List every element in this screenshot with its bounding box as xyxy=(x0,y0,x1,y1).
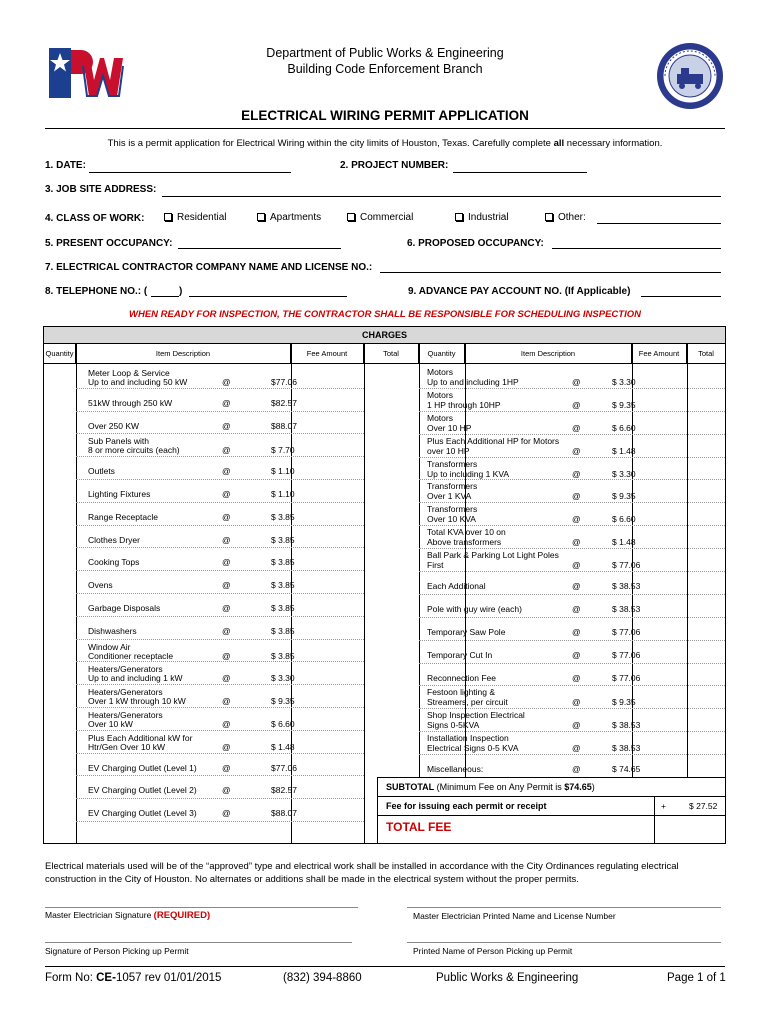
row-separator xyxy=(76,411,364,412)
charges-heading: CHARGES xyxy=(44,327,725,344)
item-description: Miscellaneous: xyxy=(427,764,484,775)
fee-amount: $ 7.70 xyxy=(271,445,295,456)
item-description: Conditioner receptacle xyxy=(88,650,174,661)
pickup-signature-field[interactable] xyxy=(45,942,352,943)
pickup-signature-label: Signature of Person Picking up Permit xyxy=(45,946,189,956)
fee-amount: $ 9.35 xyxy=(612,399,636,410)
row-separator xyxy=(419,388,725,389)
fee-amount: $77.06 xyxy=(271,377,297,387)
at-sign: @ xyxy=(572,743,581,754)
item-description-line1: Installation Inspection xyxy=(427,733,509,744)
row-separator xyxy=(76,775,364,776)
at-sign: @ xyxy=(222,397,231,408)
fee-amount: $88.07 xyxy=(271,808,297,819)
present-occupancy-field[interactable] xyxy=(178,248,341,249)
at-sign: @ xyxy=(222,741,231,752)
master-name-label: Master Electrician Printed Name and License Number xyxy=(413,911,616,921)
fee-amount: $ 9.35 xyxy=(612,491,636,502)
row-separator xyxy=(76,661,364,662)
row-separator xyxy=(76,547,364,548)
item-description: Cooking Tops xyxy=(88,557,140,568)
quantity-cell[interactable] xyxy=(377,550,421,569)
quantity-cell[interactable] xyxy=(377,573,421,592)
row-separator xyxy=(76,730,364,731)
quantity-cell[interactable] xyxy=(44,527,76,546)
item-description: 1 HP through 10HP xyxy=(427,399,501,410)
master-name-field[interactable] xyxy=(407,907,721,908)
row-separator xyxy=(76,570,364,571)
quantity-cell[interactable] xyxy=(44,413,76,432)
column-divider xyxy=(364,344,365,843)
at-sign: @ xyxy=(222,673,231,684)
quantity-cell[interactable] xyxy=(44,390,76,409)
at-sign: @ xyxy=(222,696,231,707)
fee-amount: $ 77.06 xyxy=(612,672,641,683)
col-quantity-right: Quantity xyxy=(419,344,465,364)
row-separator xyxy=(419,525,725,526)
item-description: Pole with guy wire (each) xyxy=(427,603,522,614)
at-sign: @ xyxy=(222,808,231,819)
item-description: Over 10 KVA xyxy=(427,514,476,525)
master-signature-label: Master Electrician Signature (REQUIRED) xyxy=(45,910,211,921)
row-separator xyxy=(76,593,364,594)
quantity-cell[interactable] xyxy=(44,481,76,500)
item-description: Up to and including 1HP xyxy=(427,377,519,387)
fee-amount: $ 3.85 xyxy=(271,557,295,568)
fee-amount: $82.57 xyxy=(271,785,297,796)
col-fee-right: Fee Amount xyxy=(632,344,687,364)
pickup-name-field[interactable] xyxy=(407,942,721,943)
item-description: Reconnection Fee xyxy=(427,672,496,683)
item-description: Over 1 kW through 10 kW xyxy=(88,696,186,707)
row-separator xyxy=(419,571,725,572)
row-separator xyxy=(419,663,725,664)
item-description-line1: Heaters/Generators xyxy=(88,687,163,698)
fee-amount: $ 38.53 xyxy=(612,720,641,731)
materials-statement: Electrical materials used will be of the “approved” type and electrical work shall be installed in accordance with the City Ordinances regulating electrical construction in the City of Houston. No alternates or additions shall be made in the electrical system without the proper permits. xyxy=(45,861,679,885)
quantity-cell[interactable] xyxy=(377,367,421,386)
advance-pay-label: 9. ADVANCE PAY ACCOUNT NO. (If Applicable) xyxy=(408,286,631,297)
fee-amount: $ 77.06 xyxy=(612,560,641,571)
at-sign: @ xyxy=(222,785,231,796)
quantity-cell[interactable] xyxy=(377,459,421,478)
job-site-label: 3. JOB SITE ADDRESS: xyxy=(45,184,157,195)
area-code-field[interactable] xyxy=(151,296,179,297)
fee-issue-plus: + xyxy=(661,801,666,811)
quantity-cell[interactable] xyxy=(44,549,76,568)
row-separator xyxy=(76,525,364,526)
fee-amount: $ 3.30 xyxy=(612,377,636,387)
col-quantity-left: Quantity xyxy=(44,344,76,364)
quantity-cell[interactable] xyxy=(44,572,76,591)
class-of-work-label: 4. CLASS OF WORK: xyxy=(45,213,145,224)
footer-rule xyxy=(45,966,725,967)
quantity-cell[interactable] xyxy=(377,733,421,752)
item-description: over 10 HP xyxy=(427,445,470,456)
apartments-checkbox[interactable]: Apartments xyxy=(257,212,321,223)
at-sign: @ xyxy=(572,422,581,433)
fee-amount: $ 3.85 xyxy=(271,625,295,636)
industrial-checkbox[interactable]: Industrial xyxy=(455,212,509,223)
item-description-line1: Transformers xyxy=(427,481,478,492)
at-sign: @ xyxy=(572,491,581,502)
item-description: Signs 0-5KVA xyxy=(427,720,480,731)
at-sign: @ xyxy=(222,377,231,387)
at-sign: @ xyxy=(222,489,231,499)
at-sign: @ xyxy=(572,399,581,410)
quantity-cell[interactable] xyxy=(44,663,76,682)
row-separator xyxy=(419,708,725,709)
quantity-cell[interactable] xyxy=(377,527,421,546)
item-description: Temporary Saw Pole xyxy=(427,626,506,637)
other-field[interactable] xyxy=(597,223,721,224)
quantity-cell[interactable] xyxy=(377,481,421,500)
row-separator xyxy=(419,434,725,435)
at-sign: @ xyxy=(222,466,231,477)
department-name: Department of Public Works & Engineering xyxy=(266,46,504,60)
telephone-label: 8. TELEPHONE NO.: ( xyxy=(45,286,148,297)
pw-logo xyxy=(47,44,127,100)
row-separator xyxy=(76,821,364,822)
item-description-line1: Heaters/Generators xyxy=(88,664,163,675)
row-separator xyxy=(419,502,725,503)
contractor-label: 7. ELECTRICAL CONTRACTOR COMPANY NAME AND LICENSE NO.: xyxy=(45,262,373,273)
fee-amount: $ 3.85 xyxy=(271,650,295,661)
fee-amount: $ 9.35 xyxy=(612,697,636,708)
item-description: First xyxy=(427,560,444,571)
quantity-cell[interactable] xyxy=(44,595,76,614)
quantity-cell[interactable] xyxy=(44,458,76,477)
inspection-warning: WHEN READY FOR INSPECTION, THE CONTRACTOR SHALL BE RESPONSIBLE FOR SCHEDULING INSPECTION xyxy=(129,309,641,320)
total-box-divider xyxy=(654,796,655,843)
item-description: EV Charging Outlet (Level 3) xyxy=(88,808,197,819)
at-sign: @ xyxy=(572,537,581,548)
item-description: Over 1 KVA xyxy=(427,491,472,502)
row-separator xyxy=(419,640,725,641)
fee-amount: $ 3.85 xyxy=(271,534,295,545)
fee-amount: $ 38.53 xyxy=(612,581,641,591)
contractor-field[interactable] xyxy=(380,272,721,273)
fee-amount: $ 38.53 xyxy=(612,743,641,754)
advance-pay-field[interactable] xyxy=(641,296,721,297)
fee-amount: $ 1.48 xyxy=(612,537,636,548)
quantity-cell[interactable] xyxy=(377,504,421,523)
fee-amount: $ 1.48 xyxy=(271,741,295,752)
at-sign: @ xyxy=(222,625,231,636)
row-separator xyxy=(419,754,725,755)
fee-amount: $ 6.60 xyxy=(271,719,295,729)
quantity-cell[interactable] xyxy=(44,504,76,523)
col-description-left: Item Description xyxy=(76,344,291,364)
item-description: Outlets xyxy=(88,466,115,477)
at-sign: @ xyxy=(572,514,581,525)
quantity-cell[interactable] xyxy=(377,619,421,638)
col-description-right: Item Description xyxy=(465,344,632,364)
fee-amount: $ 77.06 xyxy=(612,626,641,637)
item-description-line1: Transformers xyxy=(427,504,478,515)
item-description-line1: Motors xyxy=(427,412,453,423)
row-separator xyxy=(419,479,725,480)
item-description: Each Additional xyxy=(427,581,486,591)
item-description-line1: Meter Loop & Service xyxy=(88,368,170,378)
fee-amount: $ 77.06 xyxy=(612,649,641,660)
row-separator xyxy=(76,388,364,389)
fee-amount: $ 74.65 xyxy=(612,764,641,775)
project-number-label: 2. PROJECT NUMBER: xyxy=(340,160,449,171)
row-separator xyxy=(76,639,364,640)
fee-amount: $ 3.85 xyxy=(271,580,295,591)
at-sign: @ xyxy=(222,420,231,431)
footer-department: Public Works & Engineering xyxy=(436,972,579,984)
at-sign: @ xyxy=(222,719,231,729)
at-sign: @ xyxy=(572,377,581,387)
fee-amount: $ 3.85 xyxy=(271,511,295,522)
job-site-field[interactable] xyxy=(162,196,721,197)
subtotal-row: SUBTOTAL (Minimum Fee on Any Permit is $74.65) xyxy=(377,777,725,796)
item-description: 51kW through 250 kW xyxy=(88,397,173,408)
pickup-name-label: Printed Name of Person Picking up Permit xyxy=(413,946,573,956)
present-occupancy-label: 5. PRESENT OCCUPANCY: xyxy=(45,238,173,249)
item-description: Up to and including 50 kW xyxy=(88,377,188,387)
quantity-cell[interactable] xyxy=(44,641,76,660)
quantity-cell[interactable] xyxy=(44,686,76,705)
intro-text: This is a permit application for Electrical Wiring within the city limits of Houston, Texas. Carefully complete all necessary information. xyxy=(107,138,663,149)
item-description: Lighting Fixtures xyxy=(88,489,151,499)
item-description-line1: Motors xyxy=(427,389,453,400)
total-fee-row: TOTAL FEE xyxy=(377,815,725,843)
fee-amount: $ 1.10 xyxy=(271,466,295,477)
at-sign: @ xyxy=(572,672,581,683)
item-description-line1: Ball Park & Parking Lot Light Poles xyxy=(427,550,559,561)
date-field[interactable] xyxy=(89,172,291,173)
quantity-cell[interactable] xyxy=(44,732,76,751)
col-fee-left: Fee Amount xyxy=(291,344,364,364)
at-sign: @ xyxy=(572,720,581,731)
proposed-occupancy-field[interactable] xyxy=(552,248,721,249)
at-sign: @ xyxy=(572,649,581,660)
item-description: Htr/Gen Over 10 kW xyxy=(88,741,165,752)
item-description-line1: Window Air xyxy=(88,641,131,652)
form-number: Form No: CE-1057 rev 01/01/2015 xyxy=(45,972,222,984)
quantity-cell[interactable] xyxy=(377,687,421,706)
commercial-checkbox[interactable]: Commercial xyxy=(347,212,413,223)
at-sign: @ xyxy=(222,762,231,773)
master-signature-field[interactable] xyxy=(45,907,358,908)
fee-amount: $ 3.30 xyxy=(271,673,295,684)
row-separator xyxy=(76,479,364,480)
fee-amount: $ 3.30 xyxy=(612,468,636,479)
telephone-field[interactable] xyxy=(189,296,347,297)
fee-amount: $88.07 xyxy=(271,420,297,431)
at-sign: @ xyxy=(572,764,581,775)
quantity-cell[interactable] xyxy=(44,435,76,454)
city-seal-icon xyxy=(655,41,725,111)
item-description-line1: Sub Panels with xyxy=(88,436,149,447)
item-description-line1: Heaters/Generators xyxy=(88,710,163,720)
at-sign: @ xyxy=(222,650,231,661)
quantity-cell[interactable] xyxy=(377,665,421,684)
quantity-cell[interactable] xyxy=(377,596,421,615)
title-rule xyxy=(45,128,725,129)
fee-amount: $ 6.60 xyxy=(612,514,636,525)
at-sign: @ xyxy=(572,581,581,591)
quantity-cell[interactable] xyxy=(44,618,76,637)
item-description: Over 10 HP xyxy=(427,422,472,433)
fee-amount: $ 9.35 xyxy=(271,696,295,707)
quantity-cell[interactable] xyxy=(377,642,421,661)
fee-amount: $ 6.60 xyxy=(612,422,636,433)
row-separator xyxy=(419,617,725,618)
item-description-line1: Motors xyxy=(427,367,453,377)
charges-table xyxy=(43,326,726,844)
at-sign: @ xyxy=(222,511,231,522)
item-description: 8 or more circuits (each) xyxy=(88,445,180,456)
row-separator xyxy=(76,433,364,434)
column-divider xyxy=(687,344,688,777)
item-description: Above transformers xyxy=(427,537,502,548)
branch-name: Building Code Enforcement Branch xyxy=(287,62,483,76)
item-description-line1: Plus Each Additional kW for xyxy=(88,732,193,743)
row-separator xyxy=(419,685,725,686)
item-description: Garbage Disposals xyxy=(88,603,161,613)
item-description-line1: Transformers xyxy=(427,458,478,469)
fee-amount: $ 1.48 xyxy=(612,445,636,456)
residential-checkbox[interactable]: Residential xyxy=(164,212,226,223)
row-separator xyxy=(419,411,725,412)
quantity-cell[interactable] xyxy=(44,800,76,819)
quantity-cell[interactable] xyxy=(377,436,421,455)
quantity-cell[interactable] xyxy=(44,367,76,386)
row-separator xyxy=(76,684,364,685)
col-total-right: Total xyxy=(687,344,725,364)
quantity-cell[interactable] xyxy=(44,777,76,796)
at-sign: @ xyxy=(222,445,231,456)
col-total-left: Total xyxy=(364,344,419,364)
phone-number: (832) 394-8860 xyxy=(283,972,362,984)
row-separator xyxy=(419,594,725,595)
fee-amount: $ 1.10 xyxy=(271,489,295,499)
proposed-occupancy-label: 6. PROPOSED OCCUPANCY: xyxy=(407,238,544,249)
at-sign: @ xyxy=(222,603,231,613)
item-description: Up to including 1 KVA xyxy=(427,468,510,479)
item-description: Over 10 kW xyxy=(88,719,133,729)
page-number: Page 1 of 1 xyxy=(667,972,726,984)
item-description: Up to and including 1 kW xyxy=(88,673,183,684)
item-description: Range Receptacle xyxy=(88,511,158,522)
project-number-field[interactable] xyxy=(453,172,587,173)
date-label: 1. DATE: xyxy=(45,160,86,171)
row-separator xyxy=(76,502,364,503)
item-description-line1: Total KVA over 10 on xyxy=(427,527,506,538)
other-checkbox[interactable]: Other: xyxy=(545,212,586,223)
fee-amount: $ 3.85 xyxy=(271,603,295,613)
item-description: Ovens xyxy=(88,580,113,591)
at-sign: @ xyxy=(572,603,581,614)
telephone-close-paren: ) xyxy=(179,286,183,297)
item-description-line1: Plus Each Additional HP for Motors xyxy=(427,435,560,446)
item-description: Streamers, per circuit xyxy=(427,697,508,708)
form-title: ELECTRICAL WIRING PERMIT APPLICATION xyxy=(241,108,529,123)
item-description: Temporary Cut In xyxy=(427,649,493,660)
item-description-line1: Shop Inspection Electrical xyxy=(427,710,525,721)
row-separator xyxy=(419,548,725,549)
fee-amount: $ 38.53 xyxy=(612,603,641,614)
at-sign: @ xyxy=(222,580,231,591)
quantity-cell[interactable] xyxy=(377,390,421,409)
at-sign: @ xyxy=(572,468,581,479)
row-separator xyxy=(419,457,725,458)
item-description: Dishwashers xyxy=(88,625,137,636)
item-description: Clothes Dryer xyxy=(88,534,140,545)
row-separator xyxy=(76,798,364,799)
row-separator xyxy=(76,456,364,457)
item-description: Electrical Signs 0-5 KVA xyxy=(427,743,519,754)
item-description: Over 250 KW xyxy=(88,420,140,431)
row-separator xyxy=(76,707,364,708)
at-sign: @ xyxy=(572,445,581,456)
fee-amount: $82.57 xyxy=(271,397,297,408)
quantity-cell[interactable] xyxy=(377,413,421,432)
at-sign: @ xyxy=(572,697,581,708)
quantity-cell[interactable] xyxy=(377,710,421,729)
quantity-cell[interactable] xyxy=(44,755,76,774)
row-separator xyxy=(76,753,364,754)
row-separator xyxy=(76,616,364,617)
item-description: EV Charging Outlet (Level 1) xyxy=(88,762,197,773)
at-sign: @ xyxy=(222,557,231,568)
item-description: EV Charging Outlet (Level 2) xyxy=(88,785,197,796)
quantity-cell[interactable] xyxy=(44,709,76,728)
fee-issue-row: Fee for issuing each permit or receipt xyxy=(377,796,725,815)
item-description-line1: Festoon lighting & xyxy=(427,687,496,698)
fee-issue-amount: $ 27.52 xyxy=(689,801,718,811)
fee-amount: $77.06 xyxy=(271,762,297,773)
at-sign: @ xyxy=(222,534,231,545)
at-sign: @ xyxy=(572,626,581,637)
quantity-cell[interactable] xyxy=(377,756,421,775)
row-separator xyxy=(419,731,725,732)
at-sign: @ xyxy=(572,560,581,571)
